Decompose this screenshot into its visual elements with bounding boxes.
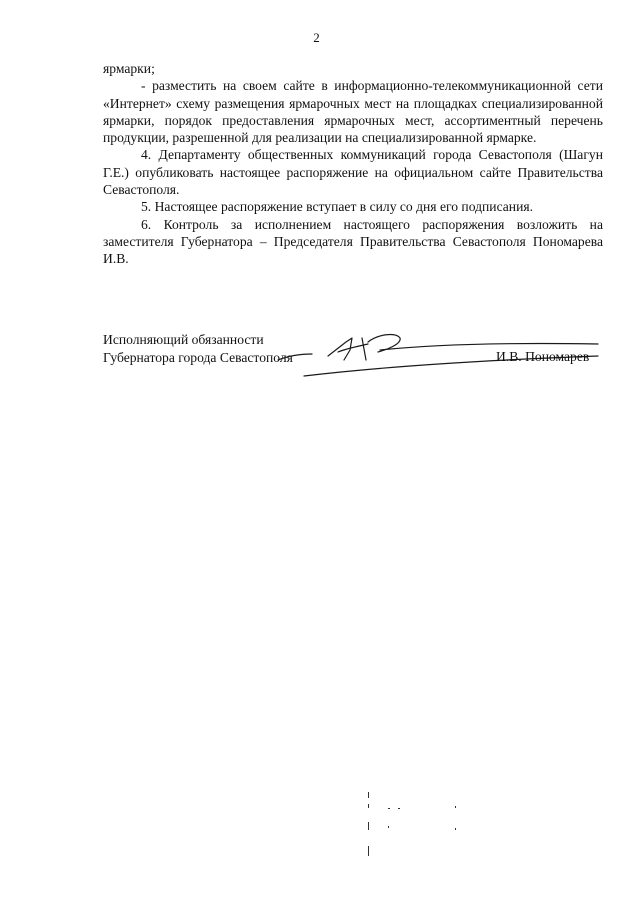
- paragraph-item-4: 4. Департаменту общественных коммуникаций города Севастополя (Шагун Г.Е.) опубликовать настоящее распоряжение на официальном сайте Правительства Севастополя.: [103, 147, 603, 198]
- signatory-title: [103, 331, 293, 367]
- signatory-title-line-2: Губернатора города Севастополя: [103, 350, 293, 365]
- paragraph-website-placement: - разместить на своем сайте в информационно-телекоммуникационной сети «Интернет» схему размещения ярмарочных мест на площадках специализированной ярмарки, порядок предоставления ярмарочных мест, ассортиментный перечень продукции, разрешенной для реализации на специализированной ярмарке.: [103, 78, 603, 146]
- scan-artifact-marks: [360, 790, 480, 870]
- paragraph-item-5: 5. Настоящее распоряжение вступает в силу со дня его подписания.: [141, 199, 534, 215]
- document-body: [103, 60, 603, 268]
- signatory-name: И.В. Пономарев: [496, 349, 590, 364]
- paragraph-continuation: ярмарки;: [103, 61, 155, 76]
- signatory-title-line-1: Исполняющий обязанности: [103, 332, 264, 347]
- paragraph-item-6: 6. Контроль за исполнением настоящего распоряжения возложить на заместителя Губернатора – Председателя Правительства Севастополя Пономарева И.В.: [103, 216, 603, 267]
- page-number: 2: [313, 30, 320, 45]
